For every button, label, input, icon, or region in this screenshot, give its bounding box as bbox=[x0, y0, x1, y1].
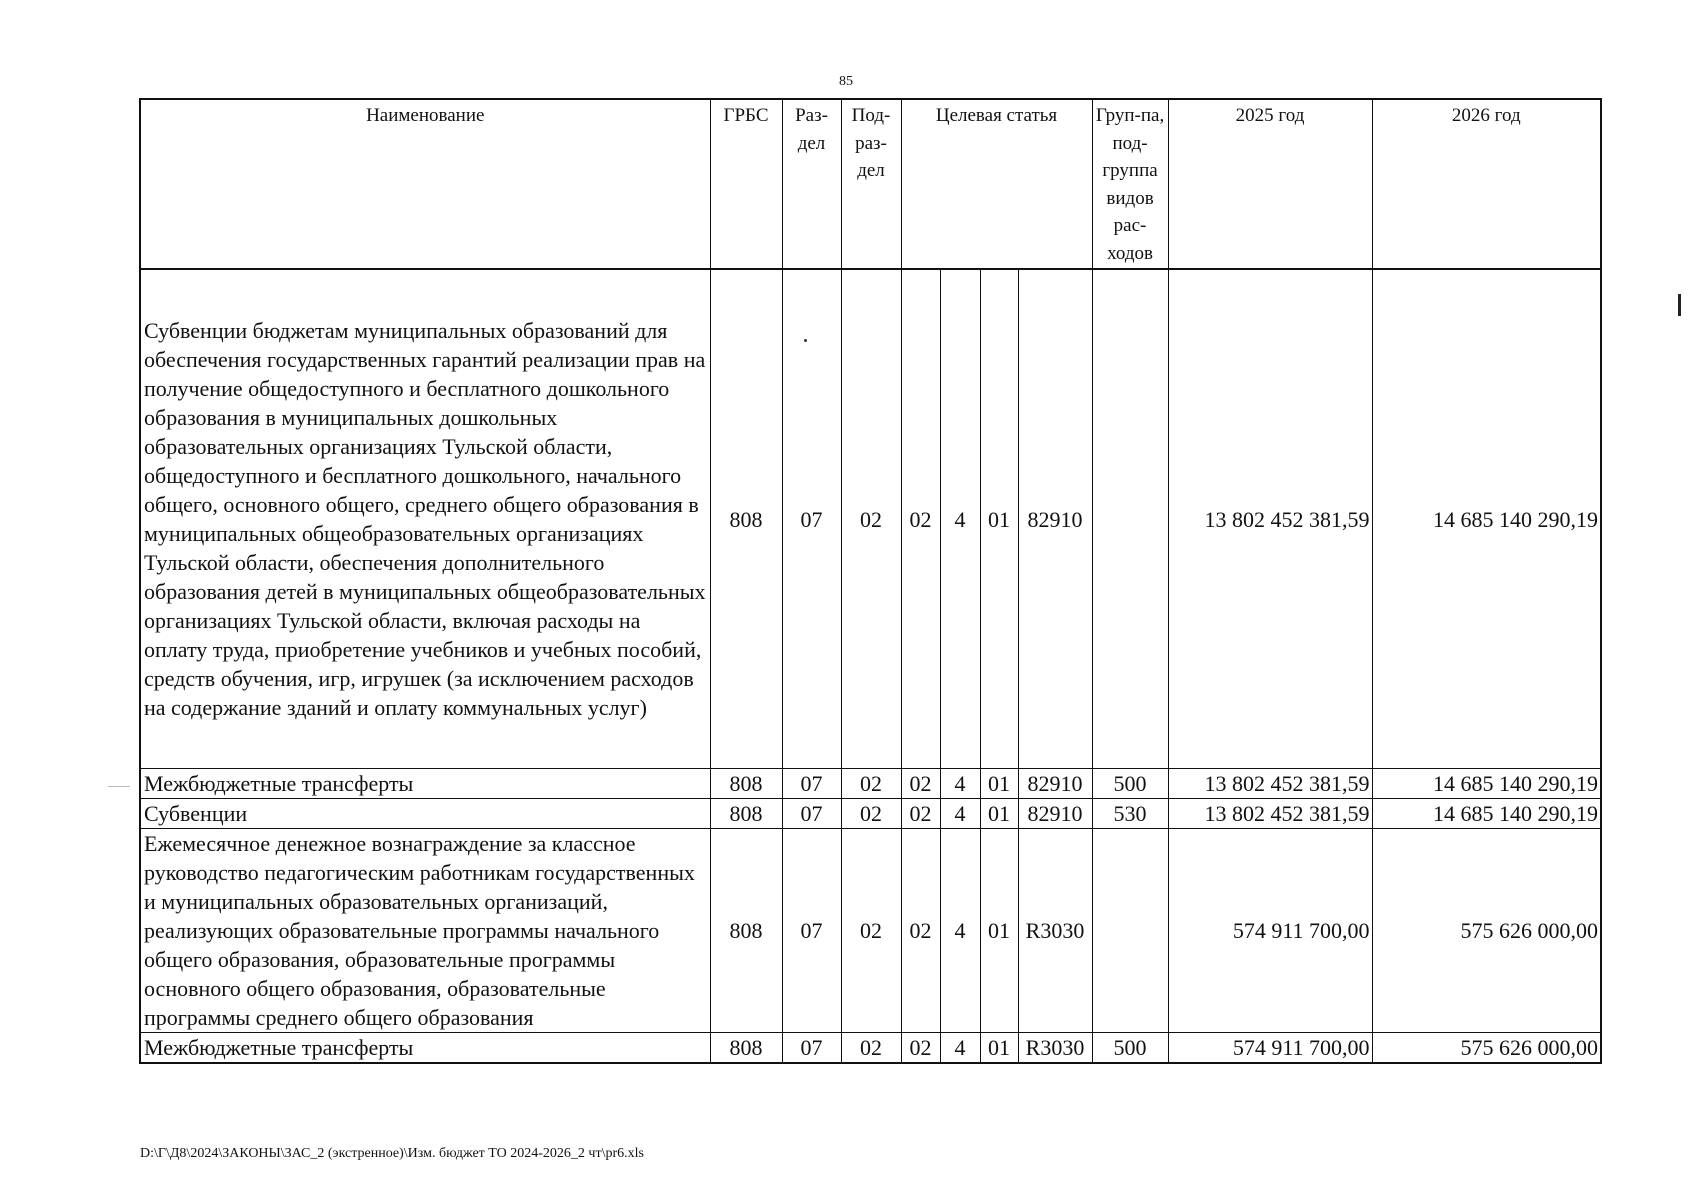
row-amount-2025: 13 802 452 381,59 bbox=[1168, 769, 1372, 799]
row-grbs: 808 bbox=[710, 769, 782, 799]
table-row bbox=[140, 769, 1601, 799]
row-cs-direction: 82910 bbox=[1018, 769, 1092, 799]
row-podrazdel: 02 bbox=[841, 829, 901, 1033]
row-grbs: 808 bbox=[710, 829, 782, 1033]
header-podrazdel: Под-раз-дел bbox=[841, 99, 901, 269]
footer-file-path: D:\Г\Д8\2024\ЗАКОНЫ\ЗАС_2 (экстренное)\Изм. бюджет ТО 2024-2026_2 чт\pr6.xls bbox=[140, 1146, 644, 1161]
row-cs-program: 02 bbox=[901, 829, 940, 1033]
row-cs-direction: 82910 bbox=[1018, 799, 1092, 829]
row-gruppa bbox=[1092, 829, 1168, 1033]
margin-line bbox=[108, 786, 130, 787]
row-amount-2026: 14 685 140 290,19 bbox=[1372, 269, 1601, 769]
page-number: 85 bbox=[839, 74, 853, 89]
row-name: Субвенции бюджетам муниципальных образований для обеспечения государственных гарантий реализации прав на получение общедоступного и бесплатного дошкольного образования в муниципальных дошкольных образовательных организациях Тульской области, общедоступного и бесплатного дошкольного, начального общего, основного общего, среднего общего образования в муниципальных общеобразовательных организациях Тульской области, обеспечения дополнительного образования детей в муниципальных общеобразовательных организациях Тульской области, включая расходы на оплату труда, приобретение учебников и учебных пособий, средств обучения, игр, игрушек (за исключением расходов на содержание зданий и оплату коммунальных услуг) bbox=[140, 269, 710, 769]
row-gruppa: 530 bbox=[1092, 799, 1168, 829]
row-cs-subprogram: 01 bbox=[980, 799, 1018, 829]
header-celevaya-statya: Целевая статья bbox=[901, 99, 1092, 269]
row-cs-program: 02 bbox=[901, 1033, 940, 1064]
row-name: Субвенции bbox=[140, 799, 710, 829]
row-grbs: 808 bbox=[710, 269, 782, 769]
scan-edge-mark bbox=[1678, 294, 1681, 316]
header-grbs: ГРБС bbox=[710, 99, 782, 269]
row-amount-2026: 14 685 140 290,19 bbox=[1372, 799, 1601, 829]
row-grbs: 808 bbox=[710, 799, 782, 829]
budget-table bbox=[139, 98, 1602, 1064]
header-name: Наименование bbox=[140, 99, 710, 269]
row-cs-program: 02 bbox=[901, 269, 940, 769]
row-cs-type: 4 bbox=[940, 1033, 980, 1064]
row-amount-2025: 13 802 452 381,59 bbox=[1168, 269, 1372, 769]
row-cs-type: 4 bbox=[940, 829, 980, 1033]
row-cs-subprogram: 01 bbox=[980, 769, 1018, 799]
row-razdel: 07 bbox=[782, 269, 841, 769]
header-year-2025: 2025 год bbox=[1168, 99, 1372, 269]
table-header bbox=[140, 99, 1601, 269]
row-cs-subprogram: 01 bbox=[980, 829, 1018, 1033]
header-gruppa: Груп-па, под-группа видов рас-ходов bbox=[1092, 99, 1168, 269]
row-gruppa: 500 bbox=[1092, 1033, 1168, 1064]
row-razdel: 07 bbox=[782, 829, 841, 1033]
row-cs-type: 4 bbox=[940, 769, 980, 799]
row-cs-direction: R3030 bbox=[1018, 829, 1092, 1033]
row-gruppa bbox=[1092, 269, 1168, 769]
row-razdel: 07 bbox=[782, 1033, 841, 1064]
row-razdel: 07 bbox=[782, 799, 841, 829]
table-row bbox=[140, 799, 1601, 829]
row-cs-subprogram: 01 bbox=[980, 1033, 1018, 1064]
row-grbs: 808 bbox=[710, 1033, 782, 1064]
row-podrazdel: 02 bbox=[841, 769, 901, 799]
row-cs-direction: R3030 bbox=[1018, 1033, 1092, 1064]
row-amount-2025: 574 911 700,00 bbox=[1168, 829, 1372, 1033]
row-amount-2026: 575 626 000,00 bbox=[1372, 829, 1601, 1033]
row-podrazdel: 02 bbox=[841, 269, 901, 769]
row-amount-2025: 574 911 700,00 bbox=[1168, 1033, 1372, 1064]
row-amount-2026: 14 685 140 290,19 bbox=[1372, 769, 1601, 799]
row-cs-subprogram: 01 bbox=[980, 269, 1018, 769]
row-cs-type: 4 bbox=[940, 269, 980, 769]
row-podrazdel: 02 bbox=[841, 1033, 901, 1064]
row-cs-program: 02 bbox=[901, 799, 940, 829]
row-amount-2025: 13 802 452 381,59 bbox=[1168, 799, 1372, 829]
table-row bbox=[140, 829, 1601, 1033]
table-row bbox=[140, 1033, 1601, 1064]
row-razdel: 07 bbox=[782, 769, 841, 799]
header-razdel: Раз-дел bbox=[782, 99, 841, 269]
row-name: Межбюджетные трансферты bbox=[140, 769, 710, 799]
table-row bbox=[140, 269, 1601, 769]
row-cs-type: 4 bbox=[940, 799, 980, 829]
row-name: Межбюджетные трансферты bbox=[140, 1033, 710, 1064]
scan-speck bbox=[804, 339, 807, 342]
row-gruppa: 500 bbox=[1092, 769, 1168, 799]
row-cs-program: 02 bbox=[901, 769, 940, 799]
row-amount-2026: 575 626 000,00 bbox=[1372, 1033, 1601, 1064]
header-year-2026: 2026 год bbox=[1372, 99, 1601, 269]
row-cs-direction: 82910 bbox=[1018, 269, 1092, 769]
row-podrazdel: 02 bbox=[841, 799, 901, 829]
row-name: Ежемесячное денежное вознаграждение за классное руководство педагогическим работникам государственных и муниципальных образовательных организаций, реализующих образовательные программы начального общего образования, образовательные программы основного общего образования, образовательные программы среднего общего образования bbox=[140, 829, 710, 1033]
